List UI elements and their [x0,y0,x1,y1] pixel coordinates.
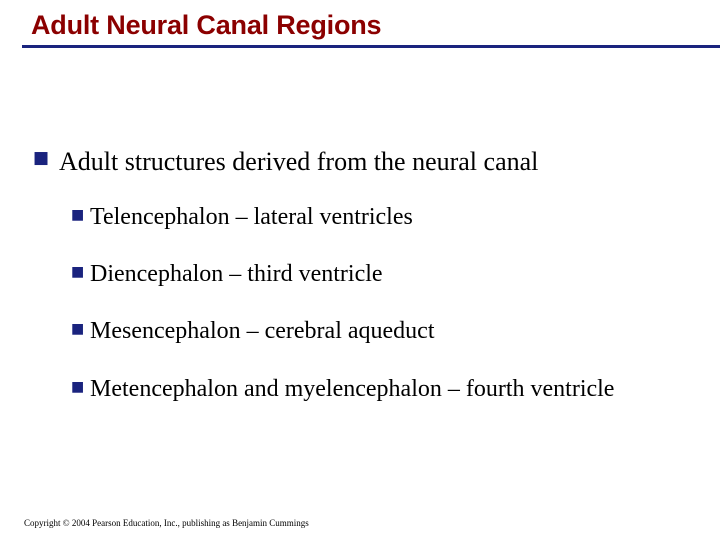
sub-bullet-metencephalon [71,373,671,406]
square-bullet-icon: ■ [71,321,85,337]
copyright-notice: Copyright © 2004 Pearson Education, Inc., publishing as Benjamin Cummings [24,518,309,528]
sub-bullet-text: Diencephalon – third ventricle [90,261,383,287]
sub-bullet-text: Mesencephalon – cerebral aqueduct [90,318,435,344]
square-bullet-icon: ■ [71,264,85,280]
square-bullet-icon: ■ [71,207,85,223]
square-bullet-icon: ■ [33,148,50,168]
slide-title: Adult Neural Canal Regions [31,10,382,40]
title-underline-rule [22,45,720,48]
square-bullet-icon: ■ [71,379,85,395]
sub-bullet-mesencephalon [71,315,671,348]
main-bullet [33,144,538,180]
sub-bullet-diencephalon [71,258,671,291]
sub-bullet-text: Telencephalon – lateral ventricles [90,204,413,230]
sub-bullet-telencephalon [71,201,671,234]
main-bullet-text: Adult structures derived from the neural canal [59,147,539,176]
sub-bullet-text: Metencephalon and myelencephalon – fourth ventricle [90,376,615,402]
